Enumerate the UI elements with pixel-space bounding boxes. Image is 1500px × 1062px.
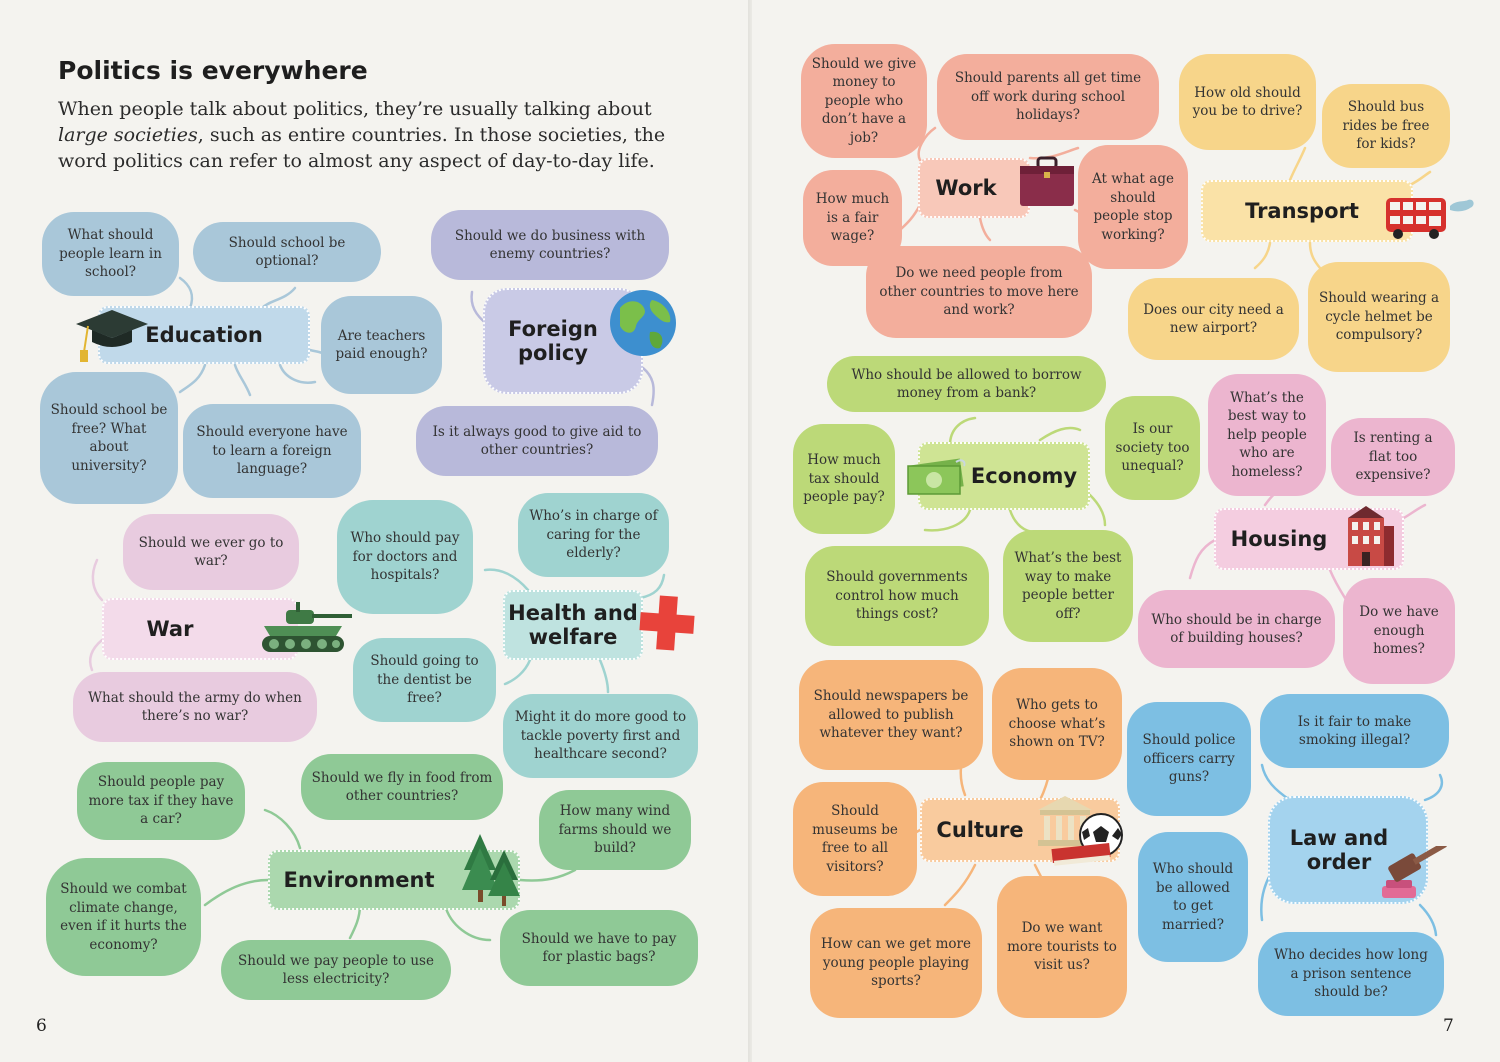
topic-hub-law-and-order: Law and order	[1268, 796, 1428, 904]
question-bubble: Should we have to pay for plastic bags?	[500, 910, 698, 986]
red-cross-icon	[638, 594, 696, 652]
question-bubble: Who should be allowed to get married?	[1138, 832, 1248, 962]
question-bubble: Should school be free? What about university?	[40, 372, 178, 504]
question-bubble: Should bus rides be free for kids?	[1322, 84, 1450, 168]
question-bubble: How many wind farms should we build?	[539, 790, 691, 870]
question-bubble: Who gets to choose what’s shown on TV?	[992, 668, 1122, 780]
topic-hub-transport: Transport	[1201, 180, 1413, 242]
question-bubble: Should police officers carry guns?	[1127, 702, 1251, 816]
question-bubble: Who decides how long a prison sentence should be?	[1258, 932, 1444, 1016]
question-bubble: Who should be in charge of building houses?	[1138, 590, 1335, 668]
question-bubble: Does our city need a new airport?	[1128, 278, 1299, 360]
question-bubble: How much is a fair wage?	[803, 170, 902, 266]
question-bubble: Should people pay more tax if they have a car?	[77, 762, 245, 840]
question-bubble: Should museums be free to all visitors?	[793, 782, 917, 896]
question-bubble: Should we fly in food from other countries?	[301, 754, 503, 820]
topic-hub-health-and-welfare: Health and welfare	[503, 590, 643, 660]
question-bubble: What’s the best way to help people who are homeless?	[1208, 374, 1326, 496]
question-bubble: What should people learn in school?	[42, 212, 179, 296]
question-bubble: Who should pay for doctors and hospitals?	[337, 500, 473, 614]
topic-hub-environment: Environment	[268, 850, 520, 910]
question-bubble: Should governments control how much things cost?	[805, 546, 989, 646]
question-bubble: Is it fair to make smoking illegal?	[1260, 694, 1449, 768]
topic-hub-education: Education	[98, 306, 310, 364]
question-bubble: Is renting a flat too expensive?	[1331, 418, 1455, 496]
question-bubble: Who should be allowed to borrow money from a bank?	[827, 356, 1106, 412]
topic-hub-economy: Economy	[918, 442, 1090, 510]
gavel-icon	[1376, 846, 1456, 902]
question-bubble: What’s the best way to make people better off?	[1003, 530, 1133, 642]
question-bubble: Do we have enough homes?	[1343, 578, 1455, 684]
question-bubble: Should we pay people to use less electricity?	[221, 940, 451, 1000]
question-bubble: How old should you be to drive?	[1179, 54, 1316, 150]
question-bubble: How much tax should people pay?	[793, 424, 895, 534]
briefcase-icon	[1018, 156, 1076, 208]
book-icon	[1048, 838, 1114, 868]
topic-hub-culture: Culture	[920, 798, 1120, 862]
pine-trees-icon	[460, 830, 522, 908]
topic-hub-housing: Housing	[1214, 508, 1404, 570]
question-bubble: How can we get more young people playing sports?	[810, 908, 982, 1018]
intro-italic: large societies	[58, 124, 198, 146]
question-bubble: Are teachers paid enough?	[321, 296, 442, 394]
question-bubble: What should the army do when there’s no war?	[73, 672, 317, 742]
question-bubble: Should newspapers be allowed to publish whatever they want?	[799, 660, 983, 770]
globe-icon	[608, 288, 678, 358]
question-bubble: Should going to the dentist be free?	[353, 638, 496, 722]
question-bubble: Should wearing a cycle helmet be compulsory?	[1308, 262, 1450, 372]
page-number-left: 6	[36, 1016, 47, 1036]
intro-text-2: , such as entire countries. In those societies, the word politics can refer to almost any aspect of day-to-day life.	[58, 124, 666, 172]
tank-icon	[258, 598, 356, 656]
mortarboard-icon	[70, 308, 152, 370]
question-bubble: Might it do more good to tackle poverty first and healthcare second?	[503, 694, 698, 778]
page-number-right: 7	[1443, 1016, 1454, 1036]
question-bubble: Should we combat climate change, even if it hurts the economy?	[46, 858, 201, 976]
question-bubble: At what age should people stop working?	[1078, 145, 1188, 269]
page-title: Politics is everywhere	[58, 56, 368, 85]
question-bubble: Should we do business with enemy countries?	[431, 210, 669, 280]
topic-hub-foreign-policy: Foreign policy	[483, 288, 643, 394]
banknotes-icon	[904, 456, 968, 498]
question-bubble: Who’s in charge of caring for the elderly?	[518, 493, 669, 577]
intro-paragraph	[58, 96, 698, 174]
question-bubble: Is our society too unequal?	[1105, 396, 1200, 500]
question-bubble: Should school be optional?	[193, 222, 381, 282]
question-bubble: Do we want more tourists to visit us?	[997, 876, 1127, 1018]
townhouse-icon	[1344, 504, 1396, 568]
double-decker-bus-icon	[1384, 192, 1476, 240]
question-bubble: Should we ever go to war?	[123, 514, 299, 590]
intro-text-1: When people talk about politics, they’re usually talking about	[58, 98, 652, 120]
question-bubble: Should parents all get time off work during school holidays?	[937, 54, 1159, 140]
question-bubble: Should everyone have to learn a foreign language?	[183, 404, 361, 498]
question-bubble: Is it always good to give aid to other countries?	[416, 406, 658, 476]
topic-hub-war: War	[102, 598, 298, 660]
question-bubble: Should we give money to people who don’t have a job?	[801, 44, 927, 158]
topic-hub-work: Work	[918, 158, 1030, 218]
question-bubble: Do we need people from other countries to move here and work?	[866, 246, 1092, 338]
